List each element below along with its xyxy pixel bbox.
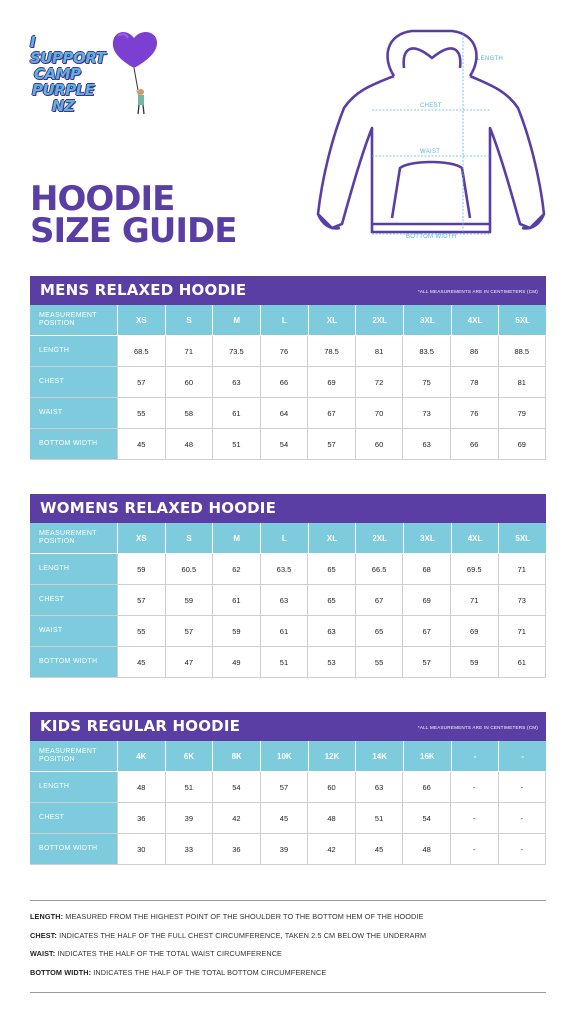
logo-text [30, 34, 110, 114]
row-label: WAIST [30, 398, 118, 428]
hoodie-outline-icon [312, 28, 552, 253]
table-cell: 81 [499, 367, 547, 397]
table-cell: 65 [308, 554, 356, 584]
table-cell: 45 [118, 647, 166, 677]
table-cell: 61 [213, 398, 261, 428]
table-cell: 69 [308, 367, 356, 397]
table-note: *ALL MEASUREMENTS ARE IN CENTIMETERS (CM) [417, 289, 538, 294]
size-header: 12K [309, 741, 357, 771]
table-title: WOMENS RELAXED HOODIE [40, 499, 277, 517]
table-cell: 71 [166, 336, 214, 366]
table-cell: 71 [451, 585, 499, 615]
table-cell: - [451, 772, 499, 802]
table-cell: 76 [451, 398, 499, 428]
table-cell: 78.5 [308, 336, 356, 366]
definition-text: INDICATES THE HALF OF THE FULL CHEST CIRCUMFERENCE, TAKEN 2.5 CM BELOW THE UNDERARM [56, 930, 427, 940]
logo-line-4: NZ [52, 97, 75, 115]
table-header-row [30, 741, 546, 772]
row-label: WAIST [30, 616, 118, 646]
table-title: KIDS REGULAR HOODIE [40, 717, 241, 735]
table-cell: 79 [499, 398, 547, 428]
table-cell: 48 [166, 429, 214, 459]
table-cell: 67 [356, 585, 404, 615]
table-row [30, 336, 546, 367]
table-cell: 63.5 [261, 554, 309, 584]
table-cell: - [499, 772, 547, 802]
row-label: LENGTH [30, 554, 118, 584]
table-cell: 63 [261, 585, 309, 615]
row-label: CHEST [30, 367, 118, 397]
table-cell: 54 [403, 803, 451, 833]
table-cell: 54 [261, 429, 309, 459]
length-label: LENGTH [477, 56, 504, 62]
definition-term: LENGTH: [30, 912, 64, 921]
table-cell: 72 [356, 367, 404, 397]
size-table [30, 494, 546, 678]
table-cell: 48 [308, 803, 356, 833]
table-cell: 67 [308, 398, 356, 428]
table-cell: 67 [403, 616, 451, 646]
size-table [30, 712, 546, 865]
measurement-position-header: MEASUREMENT POSITION [30, 523, 118, 553]
title-line-1: HOODIE [30, 179, 175, 219]
size-header: M [213, 305, 261, 335]
table-cell: 64 [261, 398, 309, 428]
definition-term: CHEST: [30, 930, 57, 940]
row-label: BOTTOM WIDTH [30, 647, 118, 677]
logo-line-2: CAMP [34, 65, 81, 83]
table-cell: 73 [499, 585, 547, 615]
balloon-figure-icon [108, 30, 160, 115]
table-cell: 45 [261, 803, 309, 833]
size-header: 4XL [452, 305, 500, 335]
size-header: XL [309, 523, 357, 553]
table-cell: 45 [356, 834, 404, 864]
size-header: 3XL [404, 305, 452, 335]
row-label: CHEST [30, 803, 118, 833]
table-row [30, 367, 546, 398]
table-row [30, 834, 546, 865]
table-cell: 70 [356, 398, 404, 428]
table-cell: 69.5 [451, 554, 499, 584]
table-cell: - [451, 834, 499, 864]
chest-label: CHEST [420, 103, 442, 109]
table-cell: 42 [308, 834, 356, 864]
table-cell: 48 [403, 834, 451, 864]
table-cell: 66 [451, 429, 499, 459]
definition-chest [30, 931, 546, 950]
table-cell: 66 [261, 367, 309, 397]
table-row [30, 772, 546, 803]
size-header: 3XL [404, 523, 452, 553]
table-cell: 49 [213, 647, 261, 677]
size-header: M [213, 523, 261, 553]
table-cell: 54 [213, 772, 261, 802]
size-header: XS [118, 523, 166, 553]
bottom-width-label: BOTTOM WIDTH [406, 234, 457, 240]
table-cell: 51 [213, 429, 261, 459]
table-cell: 61 [261, 616, 309, 646]
size-header: 2XL [356, 305, 404, 335]
definition-bottom-width [30, 968, 546, 987]
size-header: XL [309, 305, 357, 335]
table-cell: 51 [356, 803, 404, 833]
row-label: LENGTH [30, 772, 118, 802]
row-label: CHEST [30, 585, 118, 615]
definition-text: INDICATES THE HALF OF THE TOTAL BOTTOM CIRCUMFERENCE [91, 967, 327, 977]
table-cell: 60 [308, 772, 356, 802]
table-cell: 83.5 [403, 336, 451, 366]
table-cell: 57 [118, 585, 166, 615]
size-header: 4K [118, 741, 166, 771]
table-row [30, 585, 546, 616]
table-cell: - [499, 803, 547, 833]
table-cell: 60 [356, 429, 404, 459]
table-cell: 61 [499, 647, 547, 677]
definition-length [30, 912, 546, 931]
table-note: *ALL MEASUREMENTS ARE IN CENTIMETERS (CM) [417, 725, 538, 730]
table-cell: 69 [499, 429, 547, 459]
table-cell: 60 [166, 367, 214, 397]
table-row [30, 398, 546, 429]
table-cell: 59 [118, 554, 166, 584]
logo-line-3: PURPLE [32, 81, 95, 99]
table-cell: 57 [118, 367, 166, 397]
table-cell: 65 [356, 616, 404, 646]
table-cell: 36 [213, 834, 261, 864]
definition-text: MEASURED FROM THE HIGHEST POINT OF THE SHOULDER TO THE BOTTOM HEM OF THE HOODIE [63, 912, 424, 921]
table-cell: 71 [499, 616, 547, 646]
table-cell: 86 [451, 336, 499, 366]
table-cell: 69 [403, 585, 451, 615]
table-row [30, 429, 546, 460]
divider-top [30, 900, 546, 901]
table-cell: 58 [166, 398, 214, 428]
definition-term: BOTTOM WIDTH: [30, 967, 92, 977]
table-cell: 68 [403, 554, 451, 584]
table-cell: 60.5 [166, 554, 214, 584]
table-cell: 45 [118, 429, 166, 459]
table-cell: 76 [261, 336, 309, 366]
size-header: - [452, 741, 500, 771]
table-cell: 66.5 [356, 554, 404, 584]
size-header: 8K [213, 741, 261, 771]
table-cell: 57 [166, 616, 214, 646]
size-header: 6K [166, 741, 214, 771]
divider-bottom [30, 992, 546, 993]
table-cell: 57 [261, 772, 309, 802]
size-table [30, 276, 546, 460]
table-row [30, 616, 546, 647]
row-label: LENGTH [30, 336, 118, 366]
logo-line-1: I SUPPORT [30, 33, 106, 67]
definition-text: INDICATES THE HALF OF THE TOTAL WAIST CIRCUMFERENCE [55, 949, 283, 958]
table-cell: 39 [166, 803, 214, 833]
table-cell: 81 [356, 336, 404, 366]
table-cell: 33 [166, 834, 214, 864]
size-header: L [261, 305, 309, 335]
table-cell: 88.5 [499, 336, 547, 366]
definition-waist [30, 949, 546, 968]
table-cell: 47 [166, 647, 214, 677]
table-cell: 63 [213, 367, 261, 397]
table-row [30, 803, 546, 834]
row-label: BOTTOM WIDTH [30, 429, 118, 459]
definition-term: WAIST: [30, 949, 56, 958]
table-cell: 59 [166, 585, 214, 615]
table-cell: 30 [118, 834, 166, 864]
table-cell: 51 [166, 772, 214, 802]
table-row [30, 554, 546, 585]
table-cell: 57 [308, 429, 356, 459]
size-header: 5XL [499, 305, 546, 335]
table-cell: 63 [403, 429, 451, 459]
table-cell: 61 [213, 585, 261, 615]
table-cell: 39 [261, 834, 309, 864]
table-cell: 65 [308, 585, 356, 615]
row-label: BOTTOM WIDTH [30, 834, 118, 864]
table-cell: 73 [403, 398, 451, 428]
definitions [30, 912, 546, 986]
table-cell: 51 [261, 647, 309, 677]
table-cell: 36 [118, 803, 166, 833]
table-header-row [30, 305, 546, 336]
table-cell: 66 [403, 772, 451, 802]
table-header-row [30, 523, 546, 554]
table-cell: 75 [403, 367, 451, 397]
table-cell: 62 [213, 554, 261, 584]
table-cell: 55 [118, 616, 166, 646]
waist-label: WAIST [420, 149, 441, 155]
table-header-bar [30, 494, 546, 523]
title-line-2: SIZE GUIDE [30, 211, 237, 251]
table-cell: 42 [213, 803, 261, 833]
table-cell: 78 [451, 367, 499, 397]
table-cell: 59 [451, 647, 499, 677]
size-header: L [261, 523, 309, 553]
table-header-bar [30, 712, 546, 741]
table-cell: 68.5 [118, 336, 166, 366]
size-header: 5XL [499, 523, 546, 553]
hoodie-diagram [312, 28, 552, 253]
table-cell: 53 [308, 647, 356, 677]
size-header: 14K [356, 741, 404, 771]
size-header: S [166, 523, 214, 553]
size-header: XS [118, 305, 166, 335]
table-cell: 63 [356, 772, 404, 802]
size-header: S [166, 305, 214, 335]
table-cell: 71 [499, 554, 547, 584]
table-cell: - [499, 834, 547, 864]
table-cell: 59 [213, 616, 261, 646]
measurement-position-header: MEASUREMENT POSITION [30, 741, 118, 771]
table-cell: 55 [118, 398, 166, 428]
size-header: 16K [404, 741, 452, 771]
measurement-position-header: MEASUREMENT POSITION [30, 305, 118, 335]
table-cell: 55 [356, 647, 404, 677]
table-cell: 69 [451, 616, 499, 646]
table-cell: 48 [118, 772, 166, 802]
table-row [30, 647, 546, 678]
table-cell: 73.5 [213, 336, 261, 366]
table-title: MENS RELAXED HOODIE [40, 281, 247, 299]
camp-purple-logo [30, 30, 160, 115]
page-title [30, 179, 237, 251]
table-header-bar [30, 276, 546, 305]
size-header: - [499, 741, 546, 771]
size-header: 10K [261, 741, 309, 771]
table-cell: - [451, 803, 499, 833]
size-header: 2XL [356, 523, 404, 553]
table-cell: 57 [403, 647, 451, 677]
size-header: 4XL [452, 523, 500, 553]
table-cell: 63 [308, 616, 356, 646]
